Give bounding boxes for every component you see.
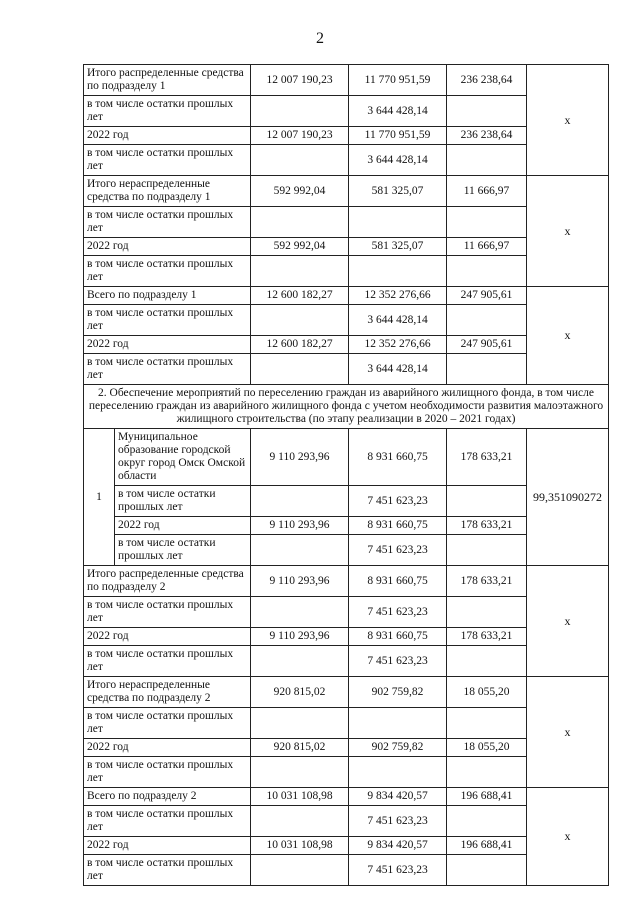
row-label: в том числе остатки прошлых лет [115,486,251,517]
row-label: в том числе остатки прошлых лет [115,535,251,566]
marker-cell: x [527,287,609,385]
cell-fund: 581 325,07 [349,176,447,207]
cell-total: 12 007 190,23 [251,65,349,96]
cell-budget: 247 905,61 [447,336,527,354]
cell-budget: 11 666,97 [447,238,527,256]
row-label: Итого нераспределенные средства по подразделу 2 [84,677,251,708]
row-label: 2022 год [84,837,251,855]
cell-fund: 902 759,82 [349,739,447,757]
cell-fund: 581 325,07 [349,238,447,256]
cell-fund: 8 931 660,75 [349,429,447,486]
cell-budget: 178 633,21 [447,628,527,646]
cell-total: 9 110 293,96 [251,429,349,486]
row-label: в том числе остатки прошлых лет [84,757,251,788]
marker-cell: x [527,176,609,287]
cell-total: 12 007 190,23 [251,127,349,145]
cell-total: 592 992,04 [251,176,349,207]
cell-budget: 178 633,21 [447,517,527,535]
marker-cell: x [527,65,609,176]
row-label: 2022 год [115,517,251,535]
row-label: в том числе остатки прошлых лет [84,806,251,837]
cell-budget: 196 688,41 [447,837,527,855]
row-label: 2022 год [84,127,251,145]
row-label: 2022 год [84,739,251,757]
cell-budget: 247 905,61 [447,287,527,305]
cell-total: 9 110 293,96 [251,517,349,535]
cell-total: 9 110 293,96 [251,628,349,646]
cell-total: 12 600 182,27 [251,287,349,305]
cell-total: 592 992,04 [251,238,349,256]
cell-total: 10 031 108,98 [251,788,349,806]
row-label: Итого нераспределенные средства по подразделу 1 [84,176,251,207]
row-label: Муниципальное образование городской округ город Омск Омской области [115,429,251,486]
cell-fund: 12 352 276,66 [349,287,447,305]
row-label: 2022 год [84,238,251,256]
table-row [84,176,609,207]
marker-cell: x [527,566,609,677]
row-label: Итого распределенные средства по подразделу 2 [84,566,251,597]
cell-budget: 236 238,64 [447,65,527,96]
row-label: Всего по подразделу 2 [84,788,251,806]
cell-total: 920 815,02 [251,677,349,708]
cell-fund: 3 644 428,14 [349,305,447,336]
funds-table [83,64,609,886]
marker-cell: x [527,677,609,788]
section-heading: 2. Обеспечение мероприятий по переселению граждан из аварийного жилищного фонда, в том числе переселению граждан из аварийного жилищного фонда с учетом необходимости развития малоэтажного жилищного строительства (по этапу реализации в 2020 – 2021 годах) [84,385,609,429]
cell-fund: 9 834 420,57 [349,837,447,855]
page-number: 2 [316,30,324,47]
row-label: в том числе остатки прошлых лет [84,96,251,127]
cell-total: 10 031 108,98 [251,837,349,855]
row-label: в том числе остатки прошлых лет [84,646,251,677]
cell-budget: 236 238,64 [447,127,527,145]
table-row [84,65,609,96]
row-label: 2022 год [84,336,251,354]
row-label: Итого распределенные средства по подразделу 1 [84,65,251,96]
row-index: 1 [84,429,115,566]
cell-fund: 11 770 951,59 [349,127,447,145]
section-heading-row [84,385,609,429]
cell-total: 920 815,02 [251,739,349,757]
cell-fund: 7 451 623,23 [349,486,447,517]
row-label: в том числе остатки прошлых лет [84,256,251,287]
cell-fund: 8 931 660,75 [349,566,447,597]
row-label: в том числе остатки прошлых лет [84,305,251,336]
table-row [84,566,609,597]
share-cell: 99,351090272 [527,429,609,566]
cell-fund: 7 451 623,23 [349,855,447,886]
cell-budget: 178 633,21 [447,566,527,597]
table-row [84,788,609,806]
row-label: Всего по подразделу 1 [84,287,251,305]
cell-total: 12 600 182,27 [251,336,349,354]
cell-fund: 12 352 276,66 [349,336,447,354]
table-row [84,287,609,305]
table-row [84,677,609,708]
cell-budget: 178 633,21 [447,429,527,486]
row-label: в том числе остатки прошлых лет [84,207,251,238]
cell-fund: 8 931 660,75 [349,517,447,535]
cell-fund: 9 834 420,57 [349,788,447,806]
row-label: в том числе остатки прошлых лет [84,855,251,886]
row-label: в том числе остатки прошлых лет [84,597,251,628]
table-row [84,429,609,486]
row-label: в том числе остатки прошлых лет [84,145,251,176]
cell-budget: 18 055,20 [447,739,527,757]
cell-fund: 11 770 951,59 [349,65,447,96]
row-label: 2022 год [84,628,251,646]
cell-budget: 11 666,97 [447,176,527,207]
cell-total: 9 110 293,96 [251,566,349,597]
row-label: в том числе остатки прошлых лет [84,708,251,739]
cell-fund: 7 451 623,23 [349,806,447,837]
cell-fund: 7 451 623,23 [349,597,447,628]
cell-fund: 902 759,82 [349,677,447,708]
cell-fund: 8 931 660,75 [349,628,447,646]
cell-budget: 18 055,20 [447,677,527,708]
cell-budget: 196 688,41 [447,788,527,806]
cell-fund: 3 644 428,14 [349,354,447,385]
cell-fund: 7 451 623,23 [349,646,447,677]
cell-fund: 3 644 428,14 [349,145,447,176]
cell-fund: 7 451 623,23 [349,535,447,566]
cell-fund: 3 644 428,14 [349,96,447,127]
marker-cell: x [527,788,609,886]
row-label: в том числе остатки прошлых лет [84,354,251,385]
